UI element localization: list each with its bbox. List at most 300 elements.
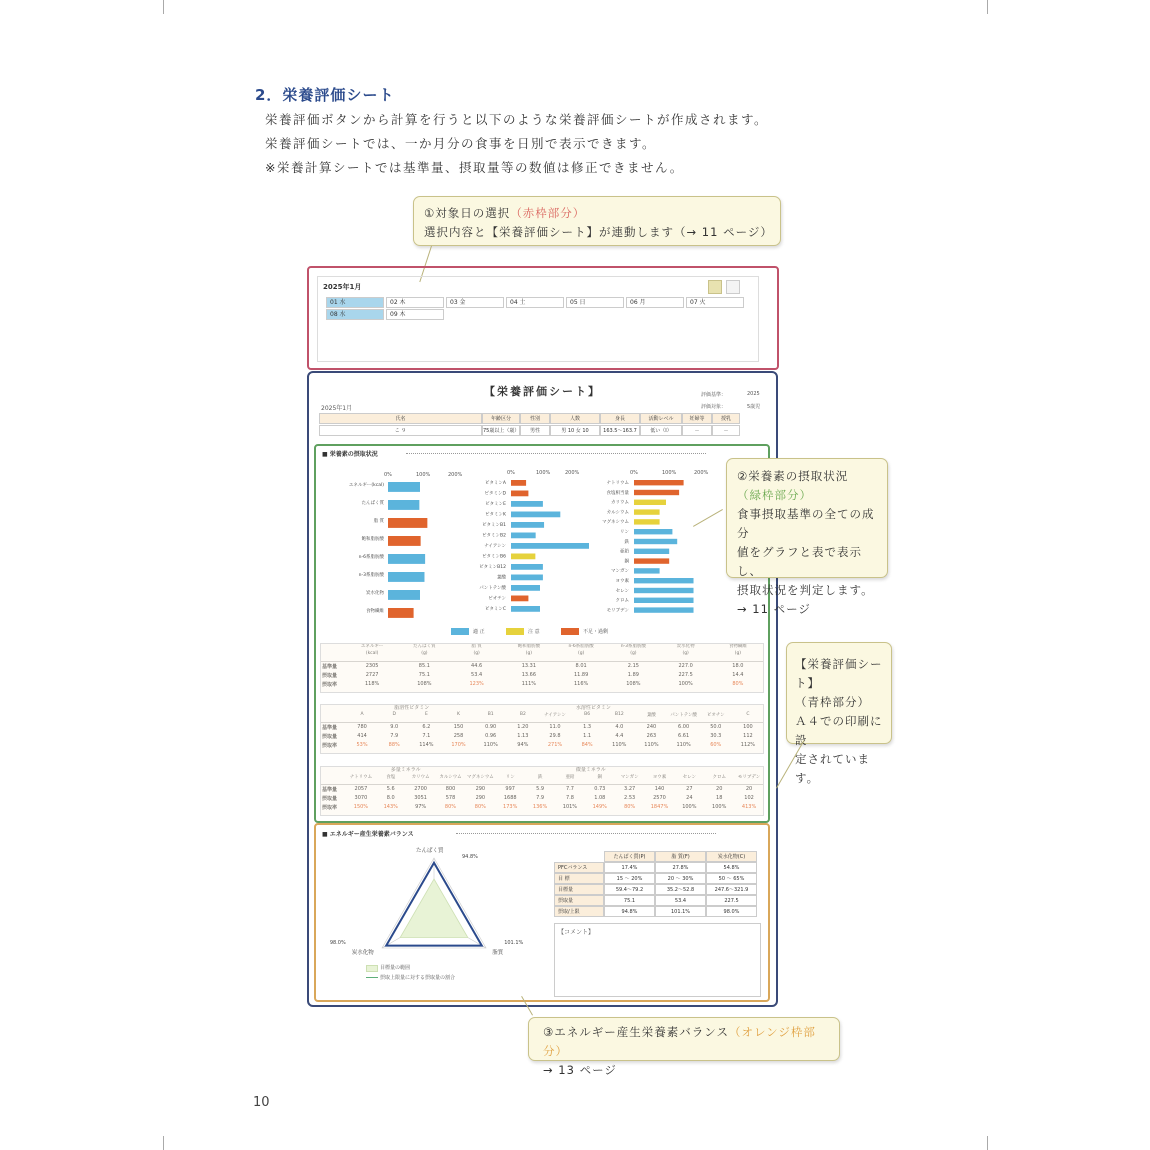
table-header: マグネシウム [466, 775, 494, 780]
table-header: 亜鉛 [565, 775, 575, 780]
info-header-cell: 身長 [600, 413, 640, 424]
table-cell: 3070 [354, 795, 368, 801]
crop-mark [987, 0, 988, 14]
bar-label: ビタミンC [484, 607, 506, 612]
table-cell: 2.53 [624, 795, 636, 801]
table-header: ヨウ素 [652, 775, 667, 780]
table-cell: 8.01 [575, 663, 587, 669]
table-cell: 50.0 [710, 724, 722, 730]
bar-label: リン [620, 530, 629, 535]
bar [388, 590, 420, 600]
legend-label: 不足・過剰 [583, 629, 609, 635]
table-cell: 100% [712, 804, 727, 810]
table-cell: 143% [383, 804, 398, 810]
axis-tick-label: 100% [536, 470, 551, 476]
bar-label: クロム [615, 598, 629, 604]
table-cell: 94% [517, 742, 529, 748]
table-cell: 84% [581, 742, 593, 748]
bar-label: n-3系脂肪酸 [358, 573, 384, 578]
table-cell: 13.66 [521, 672, 537, 678]
bar-label: ヨウ素 [615, 579, 629, 584]
table-cell: 1.3 [583, 724, 592, 730]
callout4-prefix: ③エネルギー産生栄養素バランス [543, 1025, 729, 1039]
table-header: 食塩 [386, 775, 396, 780]
table-row-label: 摂取率 [322, 743, 338, 749]
table-unit: (g) [525, 651, 533, 656]
pfc-cell: 94.8% [604, 906, 655, 917]
table-cell: 80% [444, 804, 457, 810]
day-cell[interactable]: 09 木 [386, 309, 444, 320]
bar-label: ビタミンA [484, 481, 506, 486]
radar-value: 98.0% [329, 940, 346, 946]
bar-label: 炭水化物 [366, 591, 384, 596]
callout2-title: ②栄養素の摂取状況 [737, 469, 849, 483]
table-border [320, 766, 764, 816]
table-cell: 780 [357, 724, 367, 730]
intro-paragraph-1: 栄養評価ボタンから計算を行うと以下のような栄養評価シートが作成されます。 [265, 112, 769, 127]
table-cell: 112 [743, 733, 753, 739]
bar [634, 490, 679, 495]
info-value-cell: － [682, 425, 712, 436]
pfc-cell: 35.2～52.8 [655, 884, 706, 895]
table-cell: 271% [547, 742, 563, 748]
callout-date-selection [413, 196, 781, 246]
table-cell: 6.2 [422, 724, 431, 730]
table-cell: 97% [415, 804, 427, 810]
axis-tick-label: 100% [662, 470, 677, 476]
info-header-cell: 妊婦等 [682, 413, 712, 424]
axis-tick-label: 200% [565, 470, 580, 476]
table-cell: 800 [445, 786, 456, 792]
pfc-cell: 50 ～ 65% [706, 873, 757, 884]
axis-tick-label: 100% [416, 472, 431, 478]
callout3-line-2: （青枠部分） [795, 695, 870, 709]
table-cell: 6.61 [678, 733, 690, 739]
bar [388, 536, 421, 546]
table-cell: 110% [676, 742, 691, 748]
bar [511, 596, 528, 602]
table-cell: 80% [624, 804, 636, 810]
export-icon[interactable] [726, 280, 740, 294]
radar-value: 101.1% [504, 940, 524, 946]
table-cell: 75.1 [418, 672, 430, 678]
table-cell: 170% [451, 742, 466, 748]
bar-label: マグネシウム [602, 520, 629, 526]
table-header: リン [505, 775, 515, 780]
table-cell: 136% [532, 804, 548, 810]
table-cell: 80% [474, 804, 486, 810]
table-cell: 112% [740, 742, 756, 748]
table-cell: 2700 [414, 786, 427, 792]
table-cell: 100 [743, 724, 753, 730]
chart-legend [451, 626, 651, 638]
info-header-cell: 氏名 [319, 413, 482, 424]
bar-label: たんぱく質 [361, 501, 384, 506]
meta-value-2: 5歳児 [747, 404, 761, 410]
table-header: 食物繊維 [728, 644, 747, 649]
table-cell: 110% [483, 742, 498, 748]
table-header: n-6系脂肪酸 [568, 644, 594, 649]
table-header: K [457, 712, 460, 717]
table-cell: 414 [357, 733, 367, 739]
table-cell: 2057 [354, 786, 368, 792]
table-cell: 101% [562, 804, 578, 810]
table-header: n-3系脂肪酸 [620, 644, 647, 649]
legend-ratio-line [366, 977, 378, 978]
info-header-cell: 人数 [550, 413, 600, 424]
day-cell[interactable]: 03 金 [446, 297, 504, 308]
table-row-label: 基準量 [322, 787, 338, 793]
pfc-cell: 59.4～79.2 [604, 884, 655, 895]
crop-mark [163, 0, 164, 14]
table-header: マンガン [620, 775, 639, 780]
section1-divider [406, 453, 706, 454]
table-cell: 0.73 [594, 786, 606, 792]
bar-label: ナトリウム [606, 481, 629, 486]
selector-month: 2025年1月 [323, 283, 362, 291]
callout2-line-4: → 11 ページ [737, 602, 811, 616]
table-header: 葉酸 [646, 713, 656, 718]
table-cell: 1.89 [627, 672, 639, 678]
table-cell: 3051 [414, 795, 427, 801]
table-cell: 111% [521, 681, 537, 687]
table-cell: 88% [388, 742, 400, 748]
legend-swatch [506, 628, 524, 635]
table-cell: 116% [573, 681, 589, 687]
bar [634, 598, 694, 603]
pfc-row-label: 目 標 [554, 873, 604, 884]
bar-label: ビタミンB6 [482, 554, 506, 560]
day-cell[interactable]: 01 水 [326, 297, 384, 308]
legend-label: 適 正 [473, 629, 485, 635]
table-cell: 5.6 [386, 786, 395, 792]
page-number: 10 [253, 1095, 270, 1110]
pfc-row-label: 摂取/上限 [554, 906, 604, 917]
table-cell: 1847% [650, 804, 669, 810]
bar [388, 554, 425, 564]
table-cell: 27 [686, 786, 693, 792]
legend-swatch [561, 628, 579, 635]
crop-mark [163, 1136, 164, 1150]
table-cell: 227.0 [678, 663, 693, 669]
table-cell: 263 [646, 733, 657, 739]
table-header: D [392, 712, 396, 717]
table-cell: 7.9 [390, 733, 399, 739]
info-header-cell: 年齢区分 [482, 413, 520, 424]
section2-divider [456, 833, 716, 834]
callout3-line-3: Ａ４での印刷に設 [795, 714, 883, 747]
info-value-cell: 163.5～163.7 [600, 425, 640, 436]
info-value-cell: 男性 [520, 425, 550, 436]
bar [388, 572, 424, 582]
axis-tick-label: 200% [694, 470, 709, 476]
bar-label: 飽和脂肪酸 [361, 537, 384, 542]
bar [511, 533, 536, 539]
bar [511, 480, 526, 486]
table-cell: 11.0 [549, 724, 561, 730]
bar-label: カリウム [611, 500, 629, 506]
axis-tick-label: 0% [630, 470, 638, 476]
pfc-cell: 53.4 [655, 895, 706, 906]
table-cell: 30.3 [710, 733, 722, 739]
bar [511, 491, 528, 497]
table-cell: 118% [364, 681, 380, 687]
callout2-line-1: 食事摂取基準の全ての成分 [737, 507, 875, 540]
nutrient-bar-chart [316, 456, 768, 646]
table-cell: 227.5 [678, 672, 693, 678]
table-header: クロム [712, 775, 726, 780]
bar-label: 脂 質 [373, 519, 384, 524]
info-value-cell: 男 10 女 10 [550, 425, 600, 436]
table-row-label: 摂取量 [322, 673, 338, 679]
table-row-label: 摂取量 [322, 734, 338, 740]
bar [634, 607, 694, 612]
bar [634, 578, 694, 583]
bar-label: ビタミンB12 [479, 565, 506, 570]
table-cell: 4.0 [615, 724, 624, 730]
bar [634, 500, 666, 505]
mineral-table [320, 766, 764, 820]
table-header: 炭水化物 [676, 644, 695, 649]
table-cell: 100% [682, 804, 697, 810]
table-cell: 5.9 [536, 786, 545, 792]
table-cell: 4.4 [615, 733, 624, 739]
energy-balance-frame [314, 823, 770, 1002]
table-header: カリウム [411, 775, 430, 780]
bar-label: 亜鉛 [620, 549, 629, 555]
day-cell[interactable]: 02 木 [386, 297, 444, 308]
callout4-highlight: （オレンジ枠部分） [543, 1025, 816, 1058]
table-header: 脂 質 [471, 644, 482, 649]
table-cell: 7.8 [565, 795, 574, 801]
table-cell: 2570 [653, 795, 666, 801]
table-row-label: 基準量 [322, 725, 338, 731]
table-group-label: 多量ミネラル [390, 767, 421, 773]
table-header: カルシウム [439, 775, 462, 780]
bar [634, 539, 677, 544]
table-cell: 11.89 [573, 672, 589, 678]
info-header-cell: 性別 [520, 413, 550, 424]
bar [634, 509, 660, 514]
table-header: 銅 [597, 775, 603, 780]
bar-label: ビタミンB2 [482, 533, 506, 539]
table-cell: 44.6 [471, 663, 483, 669]
bar [388, 500, 419, 510]
day-cell[interactable]: 08 水 [326, 309, 384, 320]
table-unit: (kcal) [365, 651, 379, 656]
pfc-cell: 75.1 [604, 895, 655, 906]
table-cell: 3.27 [624, 786, 636, 792]
table-cell: 7.1 [422, 733, 431, 739]
bar [511, 522, 544, 528]
bar [634, 568, 660, 573]
table-cell: 1.08 [594, 795, 606, 801]
bar-label: ビタミンE [485, 502, 506, 507]
table-cell: 20 [745, 786, 753, 792]
table-cell: 150 [453, 724, 464, 730]
day-cell[interactable]: 05 日 [566, 297, 624, 308]
radar-value: 94.8% [462, 854, 478, 860]
bar-label: 食塩相当量 [606, 490, 629, 496]
table-header: ナイアシン [544, 713, 566, 718]
callout-nutrient-status [726, 458, 888, 616]
bar [634, 480, 684, 485]
bar [388, 518, 427, 528]
table-cell: 110% [644, 742, 659, 748]
legend-target-swatch [366, 965, 378, 972]
table-header: B2 [519, 712, 526, 717]
sheet-month: 2025年1月 [321, 405, 353, 412]
pfc-table [554, 851, 759, 917]
nutrient-status-frame [314, 444, 770, 823]
callout1-line2: 選択内容と【栄養評価シート】が連動します（→ 11 ページ） [424, 225, 773, 239]
info-value-cell: こ ９ [319, 425, 482, 436]
table-cell: 0.90 [485, 724, 497, 730]
section2-title: ■ エネルギー産生栄養素バランス [322, 831, 414, 838]
table-cell: 240 [646, 724, 657, 730]
table-group-label: 微量ミネラル [575, 767, 606, 773]
table-cell: 108% [626, 681, 641, 687]
table-header: ナトリウム [349, 775, 373, 780]
day-cell[interactable]: 07 火 [686, 297, 744, 308]
bar-label: 葉酸 [497, 575, 506, 581]
table-header: パントテン酸 [670, 713, 697, 718]
table-cell: 7.9 [536, 795, 545, 801]
pfc-cell: 54.8% [706, 862, 757, 873]
table-cell: 1.1 [583, 733, 592, 739]
callout4-line2: → 13 ページ [543, 1063, 617, 1077]
table-cell: 0.96 [485, 733, 497, 739]
date-selector-frame [307, 266, 779, 370]
info-value-cell: 75歳以上（歳） [482, 425, 520, 436]
vitamin-table [320, 704, 764, 758]
legend-swatch [451, 628, 469, 635]
table-row-label: 摂取量 [322, 796, 338, 802]
bar [511, 543, 589, 549]
bar [511, 554, 535, 560]
meta-label-1: 評価基準： [701, 392, 727, 398]
table-cell: 100% [678, 681, 693, 687]
pfc-row-label: PFCバランス [554, 862, 604, 873]
comment-label: 【コメント】 [558, 929, 595, 936]
table-header: セレン [682, 775, 697, 780]
pfc-cell: 17.4% [604, 862, 655, 873]
info-value-cell: － [712, 425, 740, 436]
meta-label-2: 評価対象： [701, 404, 727, 410]
table-cell: 53% [356, 742, 368, 748]
radar-label: たんぱく質 [416, 848, 444, 854]
table-cell: 80% [732, 681, 744, 687]
table-cell: 29.8 [549, 733, 561, 739]
info-value-cell: 低い（Ⅰ） [640, 425, 682, 436]
table-row-label: 摂取率 [322, 682, 338, 688]
table-cell: 24 [686, 795, 693, 801]
table-header: E [424, 712, 428, 717]
table-cell: 1.13 [517, 733, 529, 739]
table-cell: 258 [453, 733, 464, 739]
table-row-label: 基準量 [322, 664, 338, 670]
pfc-header: 炭水化物(C) [706, 851, 757, 862]
legend-target: 目標量の範囲 [380, 965, 411, 971]
day-cell[interactable]: 04 土 [506, 297, 564, 308]
pfc-radar-chart [329, 843, 546, 973]
bar [634, 529, 672, 534]
bar [634, 558, 669, 563]
radar-label: 脂質 [492, 950, 504, 956]
table-cell: 173% [503, 804, 518, 810]
table-cell: 413% [741, 804, 757, 810]
callout-sheet-print [786, 642, 892, 785]
bar-label: モリブデン [606, 608, 629, 614]
callout-energy-balance [528, 1017, 840, 1077]
pfc-header: たんぱく質(P) [604, 851, 655, 862]
bar-label: 食物繊維 [366, 609, 384, 614]
table-cell: 108% [417, 681, 432, 687]
callout1-highlight: （赤枠部分） [510, 206, 586, 220]
table-cell: 13.31 [521, 663, 537, 669]
bar [511, 575, 543, 581]
callout2-line-2: 値をグラフと表で表示し、 [737, 545, 862, 578]
table-row-label: 摂取率 [322, 805, 338, 811]
print-icon[interactable] [708, 280, 722, 294]
axis-tick-label: 0% [507, 470, 515, 476]
bar-label: カルシウム [606, 510, 629, 516]
table-unit: (g) [682, 651, 689, 656]
bar [634, 519, 660, 524]
table-border [320, 704, 764, 754]
bar [388, 482, 420, 492]
pfc-header: 脂 質(F) [655, 851, 706, 862]
table-header: エネルギー [360, 644, 384, 649]
bar [511, 564, 543, 570]
table-unit: (g) [421, 651, 428, 656]
callout3-line-4: 定されています。 [795, 752, 870, 785]
table-cell: 140 [654, 786, 665, 792]
macro-table [320, 643, 764, 699]
table-cell: 8.0 [386, 795, 395, 801]
table-cell: 2.15 [627, 663, 639, 669]
bar [634, 588, 694, 593]
pfc-row-label: 目標量 [554, 884, 604, 895]
table-cell: 9.0 [390, 724, 399, 730]
pfc-cell: 101.1% [655, 906, 706, 917]
table-cell: 18.0 [732, 663, 744, 669]
table-cell: 53.4 [471, 672, 483, 678]
table-header: A [360, 712, 364, 717]
table-group-label: 脂溶性ビタミン [394, 705, 430, 711]
bar-label: ビタミンK [485, 512, 506, 518]
comment-box[interactable] [554, 923, 761, 997]
day-cell[interactable]: 06 月 [626, 297, 684, 308]
bar-label: 鉄 [624, 539, 629, 545]
bar [388, 608, 414, 618]
bar [511, 585, 540, 591]
pfc-cell: 15 ～ 20% [604, 873, 655, 884]
bar-label: パントテン酸 [479, 586, 506, 591]
table-unit: (g) [473, 651, 480, 656]
radar-target-area [400, 879, 468, 938]
table-header: 飽和脂肪酸 [517, 644, 541, 649]
table-cell: 290 [475, 795, 486, 801]
table-cell: 110% [612, 742, 627, 748]
table-unit: (g) [734, 651, 742, 656]
bar-label: マンガン [611, 569, 629, 575]
table-cell: 85.1 [418, 663, 430, 669]
table-header: B12 [614, 712, 624, 717]
intro-paragraph-2: 栄養評価シートでは、一か月分の食事を日別で表示できます。 [265, 136, 657, 151]
crop-mark [987, 1136, 988, 1150]
callout3-line-1: 【栄養評価シート】 [795, 657, 883, 690]
